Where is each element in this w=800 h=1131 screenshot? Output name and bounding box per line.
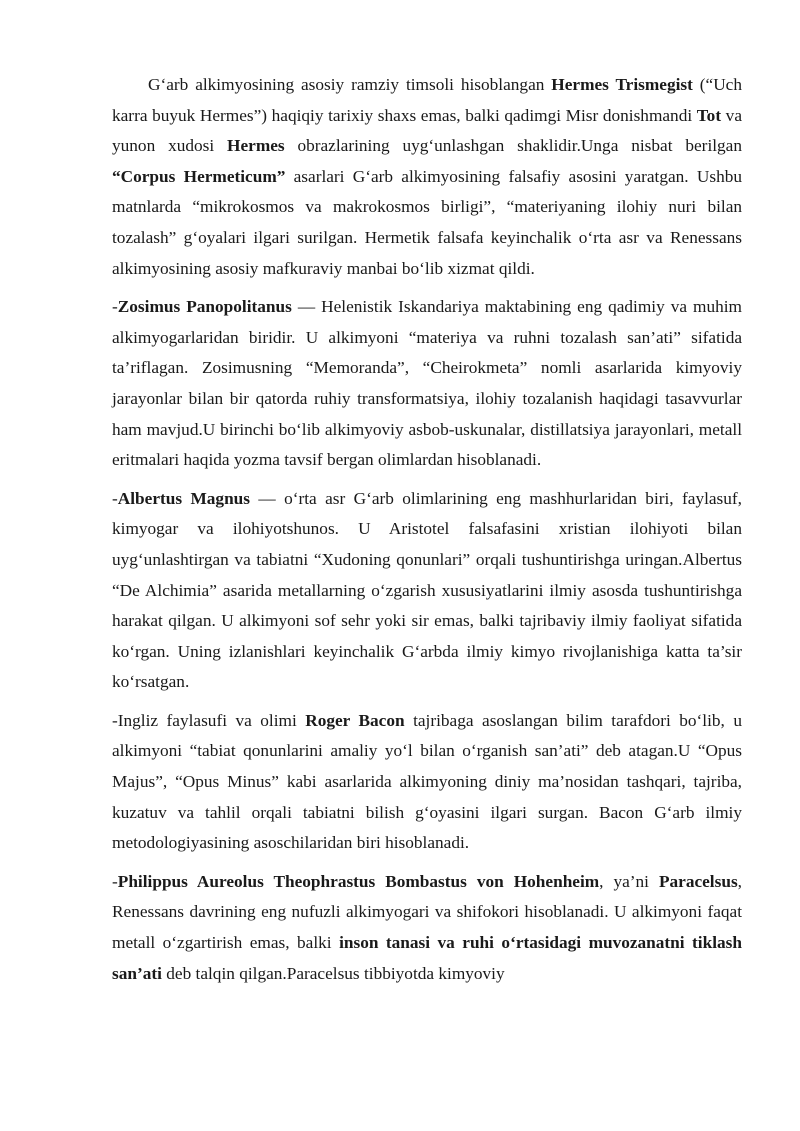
text-run: , ya’ni (599, 871, 659, 891)
bold-term-hermes: Hermes (227, 136, 285, 156)
text-run: (“Uch karra buyuk Hermes”) haqiqiy tarixiy shaxs emas, balki qadimgi Misr donishmandi (112, 75, 742, 125)
bold-term-albertus-magnus: Albertus Magnus (117, 488, 251, 508)
text-run: deb talqin qilgan.Paracelsus tibbiyotda kimyoviy (161, 963, 505, 983)
paragraph-hermes (112, 70, 742, 284)
text-run: , Renessans davrining eng nufuzli alkimyogari va shifokori hisoblanadi. U alkimyoni faqat metall o‘zgartirish emas, balki (112, 871, 742, 953)
bold-term-hermes-trismegist: Hermes Trismegist (551, 75, 693, 94)
text-run: tajribaga asoslangan bilim tarafdori bo‘lib, u alkimyoni “tabiat qonunlarini amaliy yo‘l bilan o‘rganish san’ati” deb atagan.U “Opus Majus”, “Opus Minus” kabi asarlarida alkimyoning diniy ma’nosidan tashqari, tajriba, kuzatuv va tahlil orqali tabiatni bilish g‘oyasini ilgari surgan. Bacon G‘arb ilmiy metodologiyasining asoschilaridan biri hisoblanadi. (112, 710, 742, 853)
document-page (112, 70, 742, 997)
bold-term-balance: inson tanasi va ruhi o‘rtasidagi muvozanatni tiklash san’ati (112, 933, 742, 983)
text-run: — Helenistik Iskandariya maktabining eng qadimiy va muhim alkimyogarlaridan biridir. U alkimyoni “materiya va ruhni tozalash san’ati” sifatida ta’riflagan. Zosimusning “Memoranda”, “Cheirokmeta” nomli asarlarida kimyoviy jarayonlar bilan bir qatorda ruhiy transformatsiya, ilohiy tozalanish haqidagi tasavvurlar ham mavjud.U birinchi bo‘lib alkimyoviy asbob-uskunalar, distillatsiya jarayonlari, metall eritmalari haqida yozma tavsif bergan olimlardan hisoblanadi. (112, 297, 743, 470)
bold-term-full-name: Philippus Aureolus Theophrastus Bombastus von Hohenheim (117, 871, 600, 891)
text-run: - (112, 871, 118, 891)
paragraph-bacon (112, 706, 742, 859)
bold-term-zosimus: Zosimus Panopolitanus (117, 297, 292, 317)
bold-term-paracelsus: Paracelsus (658, 871, 738, 891)
bold-term-tot: Tot (696, 105, 722, 125)
text-run: - (112, 488, 118, 508)
text-run: -Ingliz faylasufi va olimi (112, 710, 306, 730)
bold-term-corpus-hermeticum: “Corpus Hermeticum” (112, 166, 286, 186)
text-run: - (112, 297, 118, 317)
text-run: obrazlarining uyg‘unlashgan shaklidir.Unga nisbat berilgan (284, 136, 742, 156)
paragraph-albertus (112, 484, 742, 698)
text-run: va yunon xudosi (112, 105, 742, 156)
paragraph-paracelsus (112, 867, 742, 989)
text-run: — o‘rta asr G‘arb olimlarining eng mashhurlaridan biri, faylasuf, kimyogar va ilohiyotshunos. U Aristotel falsafasini xristian ilohiyoti bilan uyg‘unlashtirgan va tabiatni “Xudoning qonunlari” orqali tushuntirishga uringan.Albertus “De Alchimia” asarida metallarning o‘zgarish xususiyatlarini ilmiy asosda tushuntirishga harakat qilgan. U alkimyoni sof sehr yoki sir emas, balki tajribaviy ilmiy faoliyat sifatida ko‘rgan. Uning izlanishlari keyinchalik G‘arbda ilmiy kimyo rivojlanishiga katta ta’sir ko‘rsatgan. (112, 488, 742, 692)
bold-term-roger-bacon: Roger Bacon (305, 710, 405, 730)
text-run: G‘arb alkimyosining asosiy ramziy timsoli hisoblangan (148, 75, 552, 94)
text-run: asarlari G‘arb alkimyosining falsafiy asosini yaratgan. Ushbu matnlarda “mikrokosmos va makrokosmos birligi”, “materiyaning ilohiy nuri bilan tozalash” g‘oyalari ilgari surilgan. Hermetik falsafa keyinchalik o‘rta asr va Renessans alkimyosining asosiy mafkuraviy manbai bo‘lib xizmat qildi. (112, 166, 743, 278)
paragraph-zosimus (112, 292, 742, 476)
